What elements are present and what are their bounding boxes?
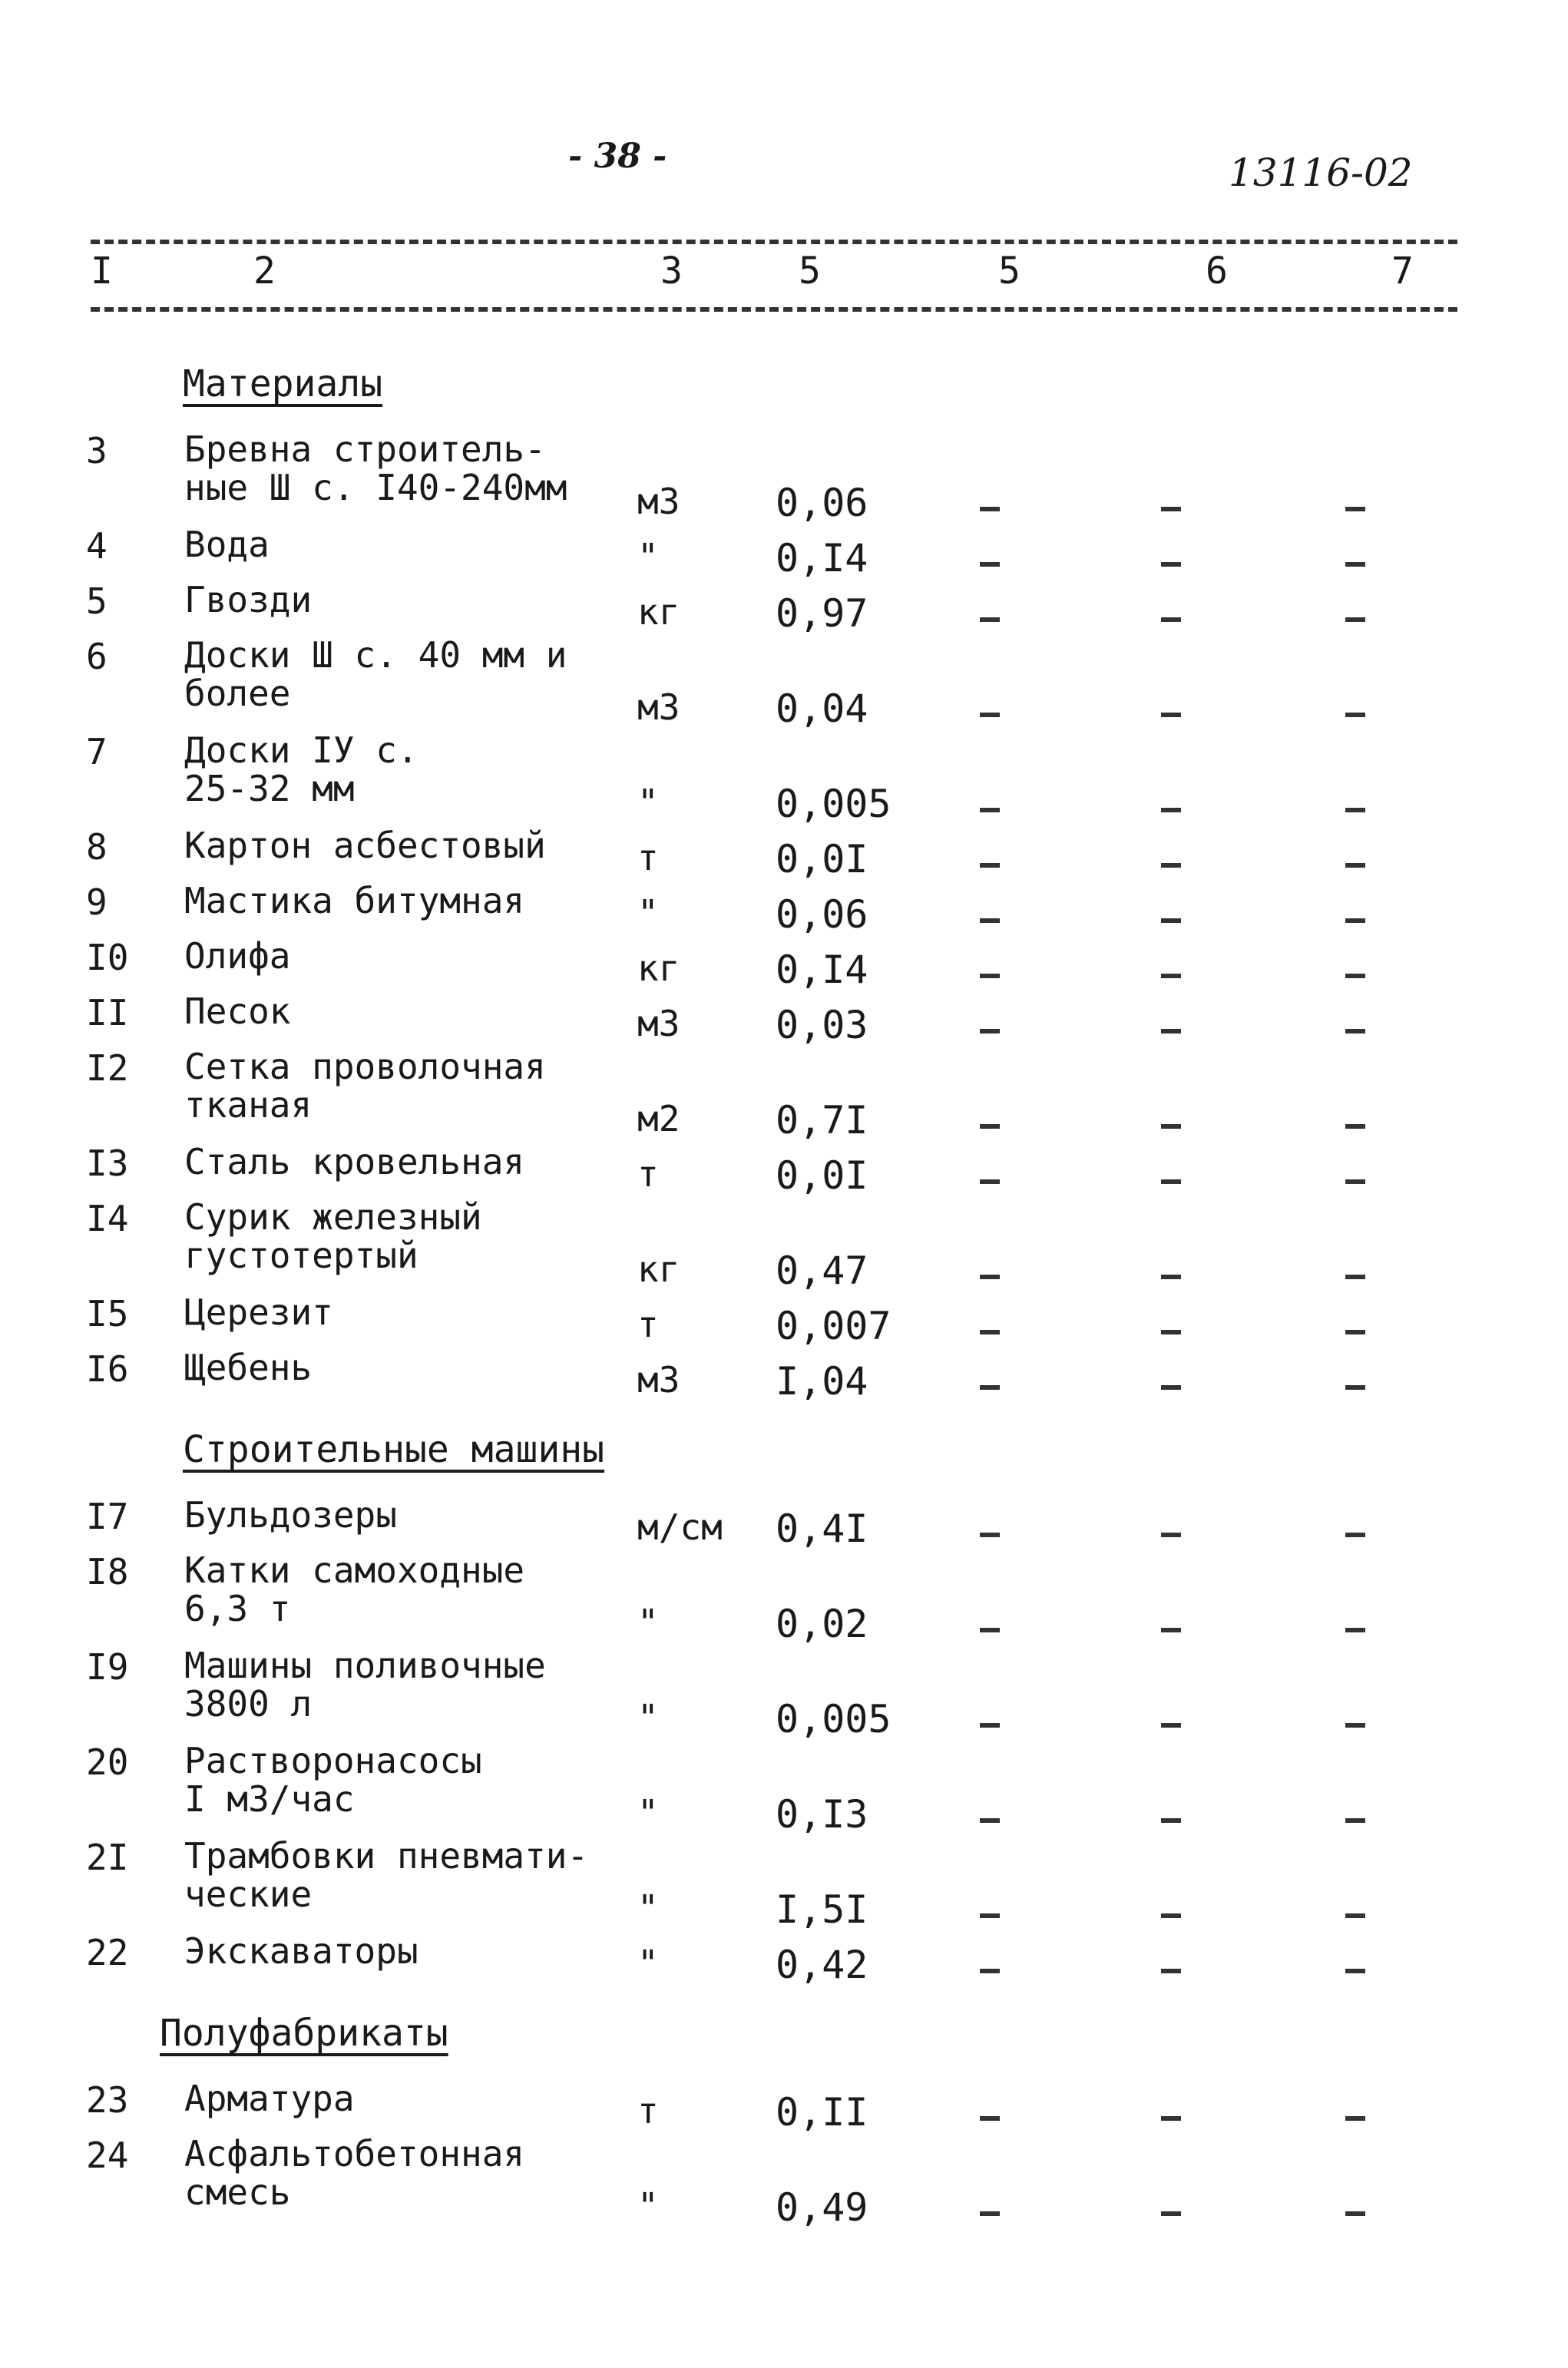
table-row [0,1143,1568,1198]
quantity: 0,4I [776,1506,868,1551]
empty-cell-dash [980,507,1000,511]
empty-cell-dash [1345,1723,1365,1728]
resource-name: Картон асбестовый [184,825,546,866]
empty-cell-dash [980,713,1000,717]
unit: м3 [637,1359,680,1401]
empty-cell-dash [1161,1969,1181,1973]
quantity: 0,04 [776,686,868,731]
column-header-row [0,250,1568,300]
resource-name: Катки самоходные 6,3 т [184,1549,525,1629]
unit: кг [637,1248,680,1290]
empty-cell-dash [1345,1124,1365,1129]
empty-cell-dash [980,1029,1000,1034]
empty-cell-dash [980,1179,1000,1184]
document-code: 13116-02 [1229,150,1413,195]
table-row [0,525,1568,580]
table-row [0,1741,1568,1837]
empty-cell-dash [980,1969,1000,1973]
table-row [0,1198,1568,1293]
unit: " [637,1697,659,1738]
unit: " [637,1887,659,1929]
empty-cell-dash [1161,1533,1181,1537]
header-rule-top [91,240,1457,244]
row-number: I8 [86,1551,129,1592]
column-header-1: I [91,250,113,293]
row-number: 9 [86,881,108,923]
unit: м3 [637,1003,680,1044]
row-number: 20 [86,1741,129,1783]
resource-name: Машины поливочные 3800 л [184,1645,546,1725]
resource-name: Доски IУ с. 25-32 мм [184,729,418,809]
table-row [0,1837,1568,1932]
table-row [0,731,1568,826]
empty-cell-dash [1345,974,1365,978]
table-row [0,992,1568,1047]
quantity: 0,I3 [776,1792,868,1837]
empty-cell-dash [1345,1913,1365,1918]
empty-cell-dash [1345,2116,1365,2121]
empty-cell-dash [1161,1124,1181,1129]
empty-cell-dash [980,1385,1000,1390]
empty-cell-dash [1161,617,1181,622]
row-number: 22 [86,1932,129,1973]
resource-name: Церезит [184,1291,333,1333]
row-number: 2I [86,1837,129,1878]
empty-cell-dash [1161,2116,1181,2121]
quantity: 0,02 [776,1602,868,1646]
table-row [0,430,1568,525]
unit: кг [637,591,680,633]
empty-cell-dash [980,1723,1000,1728]
column-header-6: 6 [1206,250,1228,293]
empty-cell-dash [1345,1330,1365,1334]
empty-cell-dash [980,1913,1000,1918]
resource-name: Вода [184,524,270,565]
empty-cell-dash [1345,918,1365,923]
column-header-5: 5 [998,250,1021,293]
quantity: 0,97 [776,591,868,636]
empty-cell-dash [1161,2211,1181,2216]
resource-name: Растворонасосы I м3/час [184,1740,482,1820]
table-row [0,636,1568,731]
empty-cell-dash [1161,974,1181,978]
empty-cell-dash [980,1628,1000,1632]
unit: т [637,2090,659,2132]
quantity: 0,005 [776,782,892,826]
row-number: I3 [86,1143,129,1184]
resource-name: Сталь кровельная [184,1141,525,1182]
table-row [0,1932,1568,1987]
row-number: II [86,992,129,1034]
unit: " [637,1602,659,1643]
empty-cell-dash [980,808,1000,812]
resource-name: Гвозди [184,579,313,620]
table-row [0,1348,1568,1404]
empty-cell-dash [980,863,1000,868]
unit: " [637,1792,659,1834]
empty-cell-dash [980,2211,1000,2216]
empty-cell-dash [980,2116,1000,2121]
table-row [0,2135,1568,2230]
column-header-3: 3 [660,250,683,293]
resource-name: Сурик железный густотертый [184,1196,482,1276]
row-number: 24 [86,2135,129,2176]
quantity: 0,005 [776,1697,892,1741]
quantity: 0,I4 [776,948,868,992]
empty-cell-dash [980,1275,1000,1279]
row-number: 8 [86,826,108,868]
page-number: - 38 - [568,137,667,176]
empty-cell-dash [980,1330,1000,1334]
table-row [0,1646,1568,1741]
quantity: 0,II [776,2090,868,2135]
quantity: 0,42 [776,1943,868,1987]
empty-cell-dash [1161,808,1181,812]
empty-cell-dash [1345,617,1365,622]
resource-name: Арматура [184,2078,355,2119]
empty-cell-dash [1345,1533,1365,1537]
empty-cell-dash [1161,1330,1181,1334]
empty-cell-dash [1345,713,1365,717]
row-number: 3 [86,430,108,471]
table-row [0,881,1568,937]
row-number: I4 [86,1198,129,1239]
empty-cell-dash [1161,1385,1181,1390]
unit: т [637,1304,659,1345]
empty-cell-dash [980,617,1000,622]
row-number: I5 [86,1293,129,1334]
empty-cell-dash [1345,1969,1365,1973]
quantity: 0,0I [776,837,868,881]
empty-cell-dash [1345,2211,1365,2216]
row-number: 23 [86,2079,129,2121]
resource-name: Бульдозеры [184,1494,397,1536]
quantity: 0,06 [776,892,868,937]
unit: " [637,536,659,577]
empty-cell-dash [980,1124,1000,1129]
resource-name: Песок [184,991,291,1032]
unit: т [637,1153,659,1195]
empty-cell-dash [1161,1275,1181,1279]
empty-cell-dash [1161,1818,1181,1823]
empty-cell-dash [1345,808,1365,812]
quantity: 0,47 [776,1248,868,1293]
quantity: I,5I [776,1887,868,1932]
row-number: I0 [86,937,129,978]
quantity: 0,7I [776,1098,868,1143]
empty-cell-dash [980,1818,1000,1823]
header-rule-bottom [91,307,1457,312]
empty-cell-dash [1161,1029,1181,1034]
empty-cell-dash [980,562,1000,567]
unit: кг [637,948,680,989]
resource-name: Асфальтобетонная смесь [184,2133,525,2213]
table-row [0,580,1568,636]
resource-name: Олифа [184,935,291,977]
empty-cell-dash [1161,863,1181,868]
empty-cell-dash [980,1533,1000,1537]
resource-name: Бревна строитель- ные Ш с. I40-240мм [184,428,567,508]
row-number: 6 [86,636,108,677]
quantity: 0,06 [776,481,868,525]
table-row [0,1293,1568,1348]
empty-cell-dash [1345,562,1365,567]
empty-cell-dash [1161,1913,1181,1918]
unit: м/см [637,1506,723,1548]
resource-name: Щебень [184,1347,313,1388]
unit: м2 [637,1098,680,1139]
empty-cell-dash [1161,507,1181,511]
quantity: 0,007 [776,1304,892,1348]
empty-cell-dash [1161,1628,1181,1632]
empty-cell-dash [980,918,1000,923]
row-number: I6 [86,1348,129,1390]
row-number: I2 [86,1047,129,1089]
empty-cell-dash [1345,1275,1365,1279]
row-number: I9 [86,1646,129,1688]
row-number: 4 [86,525,108,567]
table-row [0,937,1568,992]
unit: " [637,1943,659,1984]
table-row [0,826,1568,881]
table-row [0,1047,1568,1143]
empty-cell-dash [1161,1179,1181,1184]
resource-name: Трамбовки пневмати- ческие [184,1835,589,1915]
quantity: 0,I4 [776,536,868,580]
quantity: I,04 [776,1359,868,1404]
empty-cell-dash [980,974,1000,978]
empty-cell-dash [1161,713,1181,717]
table-row [0,1496,1568,1551]
unit: м3 [637,481,680,522]
column-header-7: 7 [1391,250,1414,293]
unit: т [637,837,659,878]
row-number: 7 [86,731,108,772]
empty-cell-dash [1161,562,1181,567]
unit: м3 [637,686,680,728]
unit: " [637,2185,659,2227]
row-number: 5 [86,580,108,622]
resource-name: Мастика битумная [184,880,525,921]
unit: " [637,892,659,934]
resource-table [0,338,1568,2230]
empty-cell-dash [1345,1385,1365,1390]
section-semi-finished-title: Полуфабрикаты [160,2012,448,2055]
empty-cell-dash [1161,918,1181,923]
resource-name: Сетка проволочная тканая [184,1046,546,1126]
row-number: I7 [86,1496,129,1537]
empty-cell-dash [1345,1179,1365,1184]
quantity: 0,49 [776,2185,868,2230]
resource-name: Доски Ш с. 40 мм и более [184,634,567,714]
column-header-2: 2 [253,250,276,293]
quantity: 0,0I [776,1153,868,1198]
empty-cell-dash [1161,1723,1181,1728]
empty-cell-dash [1345,1628,1365,1632]
table-row [0,2079,1568,2135]
section-materials-title: Материалы [183,362,383,405]
empty-cell-dash [1345,507,1365,511]
quantity: 0,03 [776,1003,868,1047]
table-row [0,1551,1568,1646]
empty-cell-dash [1345,863,1365,868]
section-construction-machines-title: Строительные машины [183,1428,605,1471]
empty-cell-dash [1345,1029,1365,1034]
resource-name: Экскаваторы [184,1930,418,1972]
column-header-4: 5 [799,250,821,293]
empty-cell-dash [1345,1818,1365,1823]
unit: " [637,782,659,823]
